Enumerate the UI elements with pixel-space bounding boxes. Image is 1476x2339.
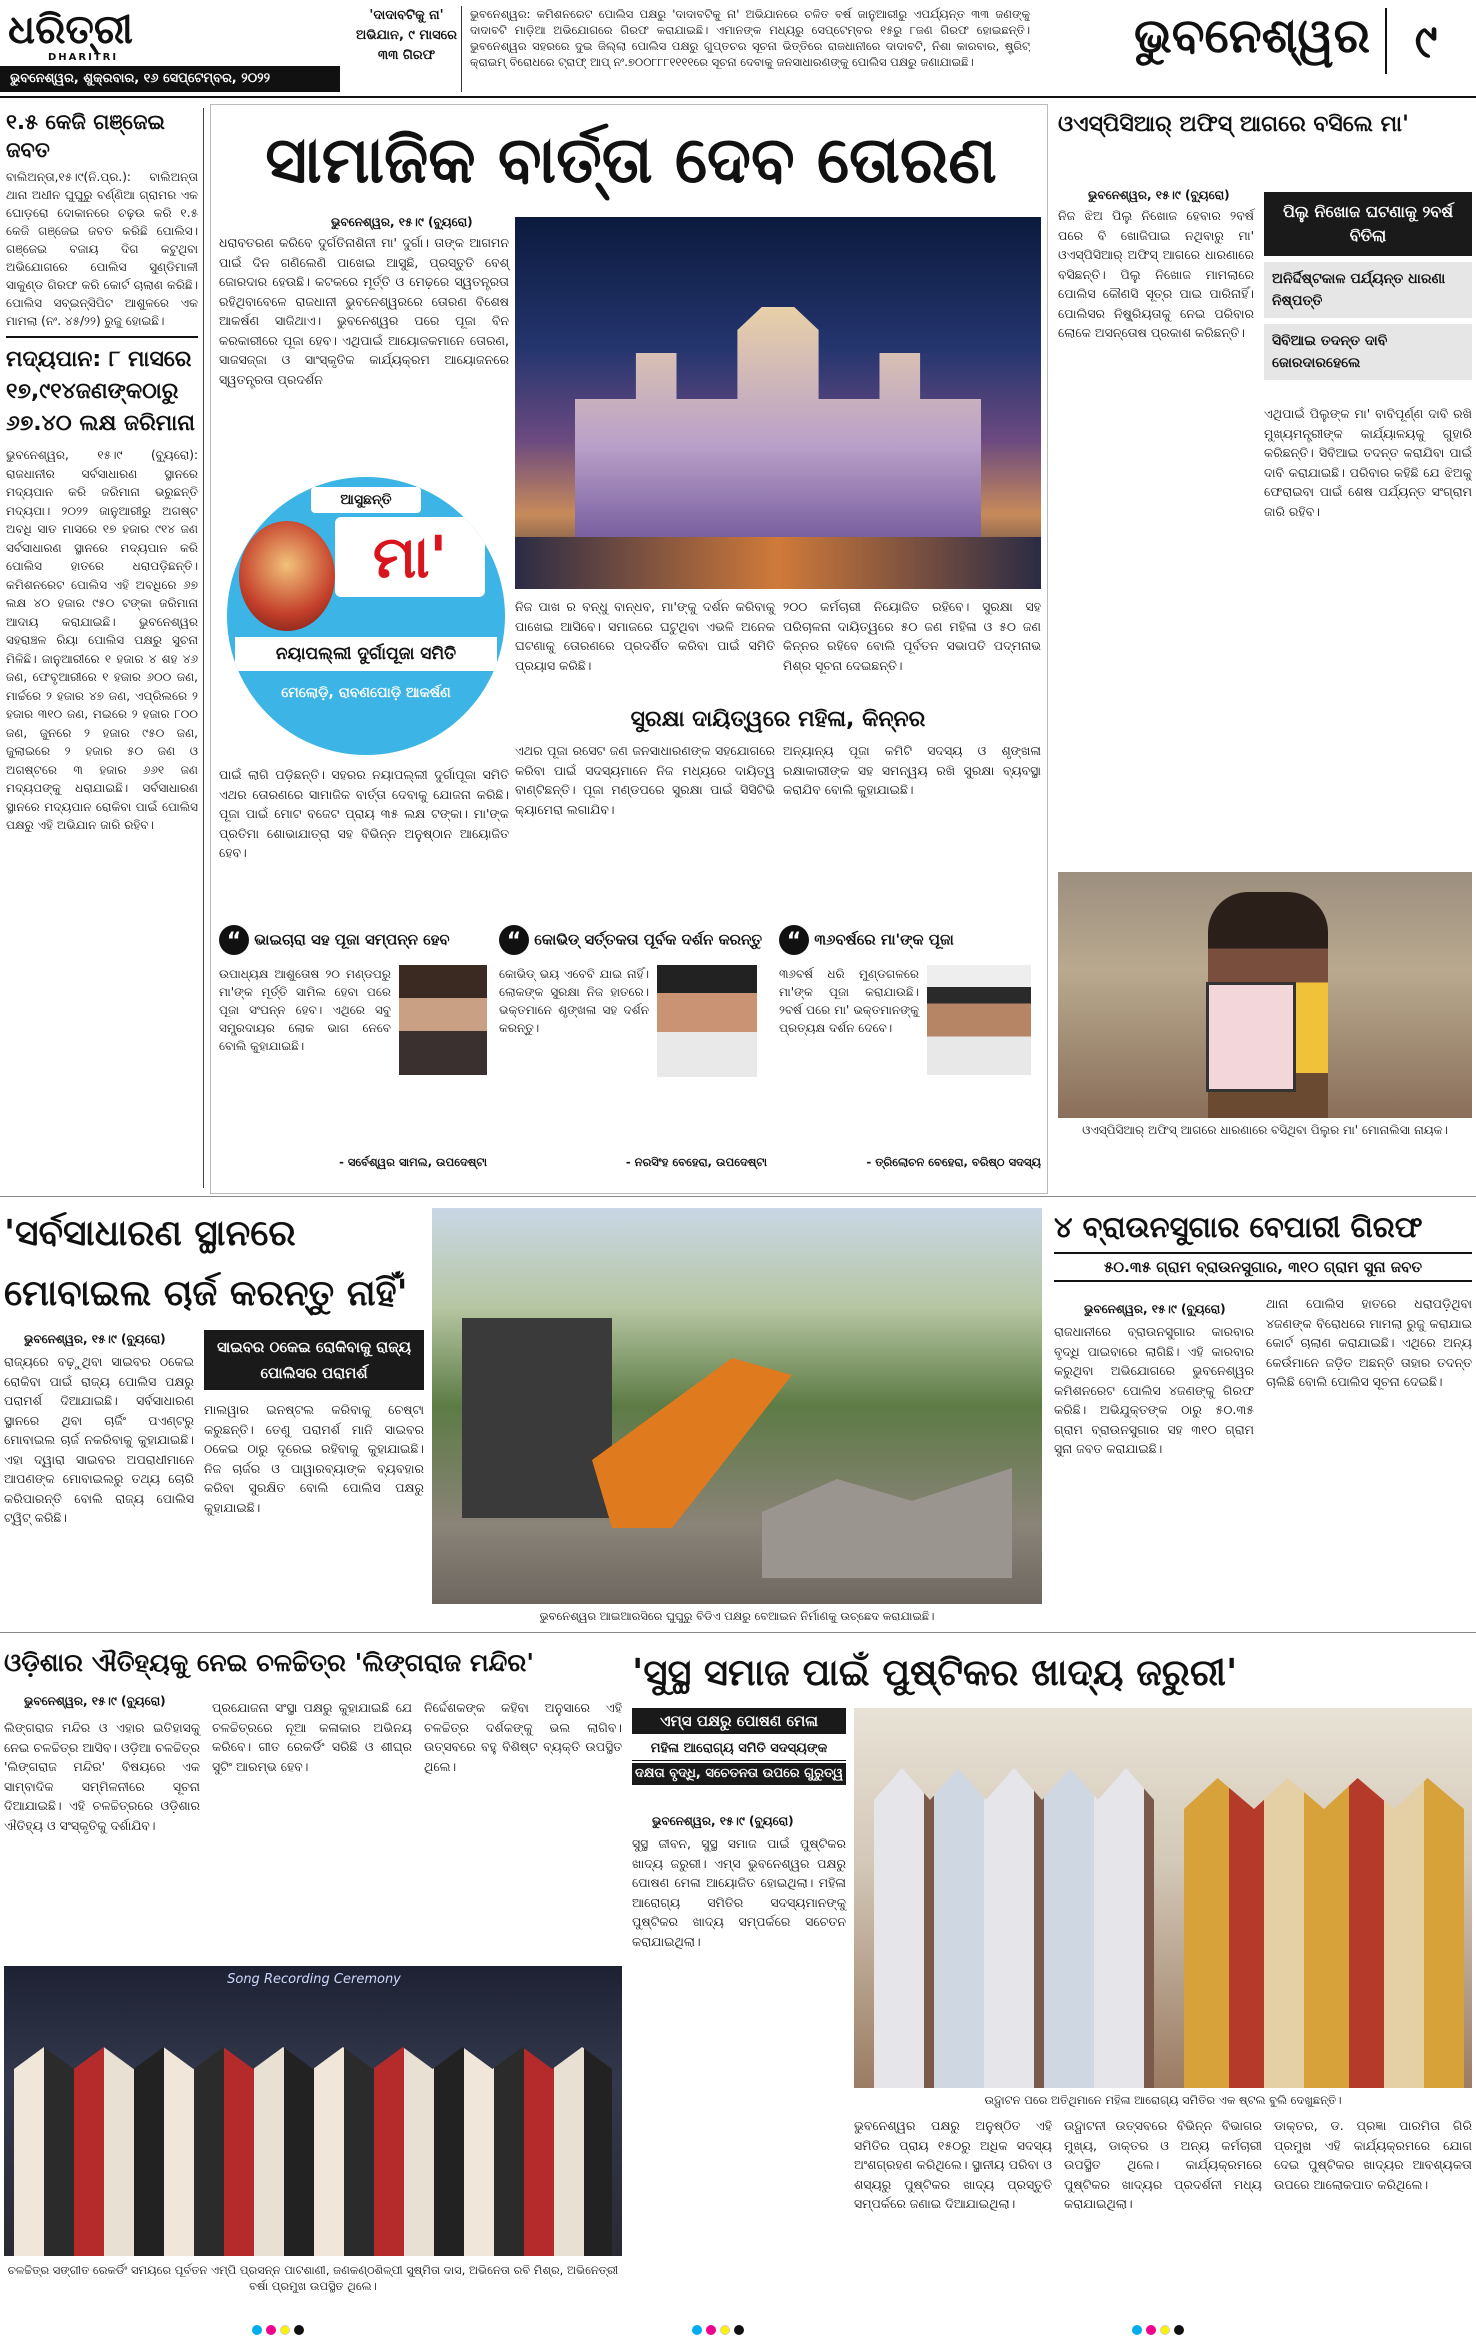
nutrition-box-item-1: ମହିଳା ଆରୋଗ୍ୟ ସମିତି ସଦସ୍ୟଙ୍କ [632, 1738, 846, 1761]
ad-top-label: ଆସୁଛନ୍ତି [311, 487, 421, 513]
left-column [6, 108, 198, 1188]
nutrition-box-headline: ଏମ୍ସ ପକ୍ଷରୁ ପୋଷଣ ମେଳା [632, 1708, 846, 1734]
section-divider [0, 1632, 1476, 1633]
lead-dateline: ଭୁବନେଶ୍ୱର, ୧୫।୯ (ବ୍ୟୁରୋ) [331, 215, 473, 229]
lead-headline: ସାମାଜିକ ବାର୍ତ୍ତା ଦେବ ତୋରଣ [265, 123, 997, 198]
quote-3 [779, 925, 1041, 1185]
film-story [4, 1642, 622, 2302]
brownsugar-dateline: ଭୁବନେଶ୍ୱର, ୧୫।୯ (ବ୍ୟୁରୋ) [1084, 1302, 1226, 1316]
magenta-dot [266, 2325, 276, 2335]
mobile-text-2: ମାଲୱାର ଇନଷ୍ଟଲ କରିବାକୁ ଚେଷ୍ଟା କରୁଛନ୍ତି। ତେଣୁ ପରାମର୍ଶ ମାନି ସାଇବର ଠକେଇ ଠାରୁ ଦୂରେଇ ରହିବାକୁ କୁହାଯାଇଛି। ନିଜ ଚାର୍ଜର ଓ ପାୱାରବ୍ୟାଙ୍କ ବ୍ୟବହାର କରିବା ସୁରକ୍ଷିତ ବୋଲି ପୋଲିସ ପକ୍ଷରୁ କୁହାଯାଇଛି। [204, 1402, 424, 1515]
goddess-image [239, 521, 335, 631]
story-liquor-headline: ମଦ୍ୟପାନ: ୮ ମାସରେ ୧୭,୯୧୪ଜଣଙ୍କଠାରୁ ୬୭.୪୦ ଲକ୍ଷ ଜରିମାନା [6, 347, 195, 436]
quote-1-photo [399, 965, 487, 1075]
mobile-headline-1: 'ସର୍ବସାଧାରଣ ସ୍ଥାନରେ [4, 1213, 296, 1254]
mother-photo-caption: ଓଏସ୍‌ପିସିଆର୍ ଅଫିସ୍ ଆଗରେ ଧାରଣାରେ ବସିଥିବା ପିଲୁର ମା' ମୋନାଲିସା ନାୟକ। [1082, 1123, 1448, 1137]
registration-mark [250, 2320, 306, 2336]
black-dot [734, 2325, 744, 2335]
black-dot [294, 2325, 304, 2335]
masthead [0, 0, 1476, 98]
section-divider [0, 1196, 1476, 1197]
lead-text-4: ୨୦୦ କର୍ମଚାରୀ ନିୟୋଜିତ ରହିବେ। ସୁରକ୍ଷା ସହ ପରିଚାଳନା ଦାୟିତ୍ୱରେ ୫୦ ଜଣ ମହିଳା ଓ ୫୦ ଜଣ କିନ୍ନର ରହିବେ ବୋଲି ପୂର୍ବତନ ସଭାପତି ପଦ୍ମନାଭ ମିଶ୍ର ସୂଚନା ଦେଇଛନ୍ତି। [783, 599, 1041, 673]
mobile-charging-story [4, 1204, 424, 1624]
quote-2-signature: - ନରସିଂହ ବେହେରା, ଉପଦେଷ୍ଟା [625, 1155, 767, 1169]
quote-3-headline: ୩୬ବର୍ଷରେ ମା'ଙ୍କ ପୂଜା [814, 930, 954, 949]
right-top-story [1058, 108, 1472, 1188]
quote-icon: “ [219, 925, 249, 955]
logo-sub: DHARITRI [48, 52, 119, 62]
lead-text-5: ଏଥର ପୂଜା ରସେଟ ଜଣ ଜନସାଧାରଣଙ୍କ ସହଯୋଗରେ କରିବା ପାଇଁ ସଦସ୍ୟମାନେ ନିଜ ମଧ୍ୟରେ ଦାୟିତ୍ୱ ବାଣ୍ଟିଛନ୍ତି। ପୂଜା ମଣ୍ଡପରେ ସୁରକ୍ଷା ପାଇଁ ସିସିଟିଭି କ୍ୟାମେରା ଲଗାଯିବ। [515, 743, 775, 817]
brownsugar-headline: ୪ ବ୍ରାଉନସୁଗାର ବେପାରୀ ଗିରଫ [1054, 1210, 1423, 1244]
brownsugar-text-2: ଥାନା ପୋଲିସ ହାତରେ ଧରାପଡ଼ିଥିବା ୪ଜଣଙ୍କ ବିରୋଧରେ ମାମଲା ରୁଜୁ କରାଯାଇ କୋର୍ଟ ଚାଲାଣ କରାଯାଇଛି। ଏଥିରେ ଅନ୍ୟ କେଉଁମାନେ ଜଡ଼ିତ ଅଛନ୍ତି ତାହାର ତଦନ୍ତ ଚାଲିଛି ବୋଲି ପୋଲିସ ସୂଚନା ଦେଇଛି। [1266, 1296, 1472, 1389]
excavator-body [462, 1318, 612, 1518]
puja-ad [227, 477, 505, 755]
ad-main-title: ମା' [335, 517, 485, 597]
quote-1-text: ଉପାଧ୍ୟକ୍ଷ ଆଶୁତୋଷ ୨୦ ମଣ୍ଡପରୁ ମା'ଙ୍କ ମୂର୍ତ୍ତି ସାମିଲ ହେବା ପରେ ପୂଜା ସଂପନ୍ନ ହେବ। ଏଥିରେ ସବୁ ସମ୍ପ୍ରଦାୟର ଲୋକ ଭାଗ ନେବେ ବୋଲି କୁହାଯାଇଛି। [219, 967, 391, 1053]
highlight-item-1: ଅନିର୍ଦ୍ଦିଷ୍ଟକାଳ ପର୍ଯ୍ୟନ୍ତ ଧାରଣା ନିଷ୍ପତ୍ତି [1264, 262, 1472, 318]
brownsugar-story [1054, 1204, 1472, 1624]
building-shape [575, 307, 981, 537]
black-dot [1174, 2325, 1184, 2335]
logo-text: ଧରିତ୍ରୀ [8, 8, 133, 53]
lead-subhead: ସୁରକ୍ଷା ଦାୟିତ୍ୱରେ ମହିଳା, କିନ୍ନର [630, 707, 926, 732]
film-text-2: ପ୍ରଯୋଜନା ସଂସ୍ଥା ପକ୍ଷରୁ କୁହାଯାଇଛି ଯେ ଚଳଚ୍ଚିତ୍ରରେ ନୂଆ କଳାକାର ଅଭିନୟ କରିବେ। ଗୀତ ରେକର୍ଡିଂ ସରିଛି ଓ ଶୀଘ୍ର ସୁଟିଂ ଆରମ୍ଭ ହେବ। [212, 1700, 412, 1774]
story-ganja-headline: ୧.୫ କେଜି ଗଞ୍ଜେଇ ଜବତ [6, 110, 165, 162]
nutrition-text-1: ସୁସ୍ଥ ଜୀବନ, ସୁସ୍ଥ ସମାଜ ପାଇଁ ପୁଷ୍ଟିକର ଖାଦ୍ୟ ଜରୁରୀ। ଏମ୍ସ ଭୁବନେଶ୍ୱର ପକ୍ଷରୁ ପୋଷଣ ମେଳା ଆୟୋଜିତ ହୋଇଥିଲା। ମହିଳା ଆରୋଗ୍ୟ ସମିତିର ସଦସ୍ୟମାନଙ୍କୁ ପୁଷ୍ଟିକର ଖାଦ୍ୟ ସମ୍ପର୍କରେ ସଚେତନ କରାଯାଇଥିଲା। [632, 1836, 846, 1949]
section-name: ଭୁବନେଶ୍ୱର [1134, 8, 1370, 64]
film-dateline: ଭୁବନେଶ୍ୱର, ୧୫।୯ (ବ୍ୟୁରୋ) [24, 1694, 166, 1708]
lead-text-3: ନିଜ ପାଖ ର ବନ୍ଧୁ ବାନ୍ଧବ, ମା'ଙ୍କୁ ଦର୍ଶନ କରିବାକୁ ପାଖେଇ ଆସିବେ। ସମାଜରେ ଘଟୁଥିବା ଏଭଳି ଅନେକ ଘଟଣାକୁ ତୋରଣରେ ପ୍ରଦର୍ଶିତ କରିବା ପାଇଁ ସମିତି ପ୍ରୟାସ କରିଛି। [515, 599, 775, 673]
highlight-item-2: ସିବିଆଇ ତଦନ୍ତ ଦାବି ଜୋରଦାରହେଲେ [1264, 324, 1472, 380]
ad-sub-title: ନୟାପଲ୍ଲୀ ଦୁର୍ଗାପୂଜା ସମିତି [235, 637, 497, 671]
ground-lights [515, 537, 1041, 589]
film-text-1: ଲିଙ୍ଗରାଜ ମନ୍ଦିର ଓ ଏହାର ଇତିହାସକୁ ନେଇ ଚଳଚ୍ଚିତ୍ର ଆସିବ। ଓଡ଼ିଆ ଚଳଚ୍ଚିତ୍ର 'ଲିଙ୍ଗରାଜ ମନ୍ଦିର' ବିଷୟରେ ଏକ ସାମ୍ବାଦିକ ସମ୍ମିଳନୀରେ ସୂଚନା ଦିଆଯାଇଛି। ଏହି ଚଳଚ୍ଚିତ୍ରରେ ଓଡ଼ିଶାର ଐତିହ୍ୟ ଓ ସଂସ୍କୃତିକୁ ଦର୍ଶାଯିବ। [4, 1720, 200, 1833]
quote-1-signature: - ସର୍ବେଶ୍ୱର ସାମଲ, ଉପଦେଷ୍ଟା [339, 1155, 487, 1169]
quote-icon: “ [779, 925, 809, 955]
women-group [1184, 1778, 1464, 2088]
demolition-caption: ଭୁବନେଶ୍ୱର ଆଇଆରସିରେ ଘୁଘୁରୁ ବିଡିଏ ପକ୍ଷରୁ ବେଆଇନ ନିର୍ମାଣକୁ ଉଚ୍ଛେଦ କରାଯାଇଛି। [539, 1609, 935, 1623]
lead-text-1: ଧରାବତରଣ କରିବେ ଦୁର୍ଗତିନାଶିନୀ ମା' ଦୁର୍ଗା। ତାଙ୍କ ଆଗମନ ପାଇଁ ଦିନ ଗଣିଲେଣି ପାଖେଇ ଆସୁଛି, ପ୍ରସ୍ତୁତି ବେଶ୍ ଜୋରଦାର ହେଉଛି। କଟକରେ ମୂର୍ତ୍ତି ଓ ମେଢ଼ରେ ସ୍ୱତନ୍ତ୍ରତା ରହିଥିବାବେଳେ ରାଜଧାନୀ ଭୁବନେଶ୍ୱରରେ ତୋରଣ ବିଶେଷ ଆକର୍ଷଣ ସାଜିଥାଏ। ଭୁବନେଶ୍ୱର ପରେ ପୂଜା ବିନ କରକାରୀରେ ପୂଜା ହେବ। ଏଥିପାଇଁ ଆୟୋଜକମାନେ ତୋରଣ, ସାଜସଜ୍ଜା ଓ ସାଂସ୍କୃତିକ କାର୍ଯ୍ୟକ୍ରମ ଆୟୋଜନରେ ସ୍ୱତନ୍ତ୍ରତା ପ୍ରଦର୍ଶନ [219, 235, 509, 387]
quote-icon: “ [499, 925, 529, 955]
quote-1-headline: ଭାଇଚାରା ସହ ପୂଜା ସମ୍ପନ୍ନ ହେବ [254, 930, 450, 949]
right-top-headline: ଓଏସ୍‌ପିସିଆର୍ ଅଫିସ୍ ଆଗରେ ବସିଲେ ମା' [1058, 112, 1409, 137]
quote-2 [499, 925, 767, 1185]
story-liquor-text: ଭୁବନେଶ୍ୱର, ୧୫।୯ (ବ୍ୟୁରୋ): ରାଜଧାନୀର ସର୍ବସାଧାରଣ ସ୍ଥାନରେ ମଦ୍ୟପାନ କରି ଜରିମାନା ଭରୁଛନ୍ତି ମଦ୍ୟପା। ୨୦୨୨ ଜାନୁଆରୀରୁ ଅଗଷ୍ଟ ଅବଧି ସାତ ମାସରେ ୧୭ ହଜାର ୯୧୪ ଜଣ ସର୍ବସାଧାରଣ ସ୍ଥାନରେ ମଦ୍ୟପାନ କରି ପୋଲିସ ହାତରେ ଧରାପଡ଼ିଛନ୍ତି। କମିଶନରେଟ ପୋଲିସ ଏହି ଅବଧିରେ ୬୭ ଲକ୍ଷ ୪୦ ହଜାର ୯୫୦ ଟଙ୍କା ଜରିମାନା ଆଦାୟ କରାଯାଇଛି। ଭୁବନେଶ୍ୱର ସହରାଞ୍ଚଳ ରିୟା ପୋଲିସ ପକ୍ଷରୁ ସୁଚନା ମିଳିଛି। ଜାନୁଆରୀରେ ୧ ହଜାର ୪ ଶହ ୪୬ ଜଣ, ଫେବୃଆରୀରେ ୧ ହଜାର ୬୦୦ ଜଣ, ମାର୍ଚ୍ଚରେ ୨ ହଜାର ୪୭ ଜଣ, ଏପ୍ରିଲରେ ୨ ହଜାର ୩୧୦ ଜଣ, ମଇରେ ୨ ହଜାର ୮୦୦ ଜଣ, ଜୁନରେ ୨ ହଜାର ୯୫୦ ଜଣ, ଜୁଲାଇରେ ୨ ହଜାର ୫୦ ଜଣ ଓ ଅଗଷ୍ଟରେ ୩ ହଜାର ୬୬୧ ଜଣ ମଦ୍ୟପଙ୍କୁ ଧରାଯାଇଛି। ସର୍ବସାଧାରଣ ସ୍ଥାନରେ ମଦ୍ୟପାନ ରୋକିବା ପାଇଁ ପୋଲିସ ପକ୍ଷରୁ ଏହି ଅଭିଯାନ ଜାରି ରହିବ। [6, 448, 198, 832]
cyan-dot [252, 2325, 262, 2335]
teaser-text: ଭୁବନେଶ୍ୱର: କମିଶନରେଟ ପୋଲିସ ପକ୍ଷରୁ 'ଦାଦାବଟିକୁ ନା' ଅଭିଯାନରେ ଚଳିତ ବର୍ଷ ଜାନୁଆରୀରୁ ଏପର୍ଯ୍ୟନ୍ତ ୩୩ ଜଣଙ୍କୁ ଦାଦାବଟି ମାଡ଼ିଆ ଅଭିଯୋଗରେ ଗିରଫ କରାଯାଇଛି। ଏମାନଙ୍କ ମଧ୍ୟରୁ ସେପ୍ଟେମ୍ବର ୧୫ରୁ ୮ଜଣ ଗିରଫ ହୋଇଛନ୍ତି। ଭୁବନେଶ୍ୱର ସହରରେ ଦୁଇ ଜିଲ୍ଲା ପୋଲିସ ପକ୍ଷରୁ ଗୁପ୍ତଚର ସୂଚନା ଭିତ୍ତିରେ ରାଜଧାନୀରେ ଦାଦାବଟି, ନିଶା କାରବାର, ଷ୍ଟ୍ରିଟ୍ କ୍ରାଇମ୍ ବିରୋଧରେ ଟ୍ରାଫ୍ ଆପ୍ ନଂ.୭୦୦୮୮୮୧୧୧୧ରେ ସୂଚନା ଦେବାକୁ ଜନସାଧାରଣଙ୍କୁ ପୋଲିସ ପକ୍ଷରୁ ଜଣାଯାଇଛି। [470, 7, 1030, 69]
nutrition-box-item-2: ଦକ୍ଷତା ବୃଦ୍ଧି, ସଚେତନତା ଉପରେ ଗୁରୁତ୍ୱ [632, 1763, 846, 1785]
excavator-arm [592, 1358, 792, 1528]
nutrition-caption: ଉଦ୍ଘାଟନ ପରେ ଅତିଥିମାନେ ମହିଳା ଆରୋଗ୍ୟ ସମିତିର ଏକ ଷ୍ଟଲ ବୁଲି ଦେଖୁଛନ୍ତି। [984, 2093, 1342, 2107]
quote-2-photo [657, 965, 757, 1077]
nutrition-box [632, 1708, 846, 1808]
mobile-text-1: ରାଜ୍ୟରେ ବଢ଼ୁଥିବା ସାଇବର ଠକେଇ ରୋକିବା ପାଇଁ ରାଜ୍ୟ ପୋଲିସ ପକ୍ଷରୁ ପରାମର୍ଶ ଦିଆଯାଇଛି। ସର୍ବସାଧାରଣ ସ୍ଥାନରେ ଥିବା ଚାର୍ଜିଂ ପଏଣ୍ଟରୁ ମୋବାଇଲ ଚାର୍ଜ ନକରିବାକୁ କୁହାଯାଇଛି। ଏହା ଦ୍ୱାରା ସାଇବର ଅପରାଧୀମାନେ ଆପଣଙ୍କ ମୋବାଇଲରୁ ତଥ୍ୟ ଚୋରି କରିପାରନ୍ତି ବୋଲି ରାଜ୍ୟ ପୋଲିସ ଟ୍ୱିଟ୍ କରିଛି। [4, 1354, 194, 1525]
officials-group [874, 1768, 1154, 2088]
divider [6, 336, 198, 338]
film-headline: ଓଡ଼ିଶାର ଐତିହ୍ୟକୁ ନେଇ ଚଳଚ୍ଚିତ୍ର 'ଲିଙ୍ଗରାଜ ମନ୍ଦିର' [4, 1648, 534, 1677]
story-ganja-text: ବାଲିଅନ୍ତା,୧୫।୯(ନି.ପ୍ର.): ବାଲିଅନ୍ତା ଥାନା ଅଧୀନ ଘୁଘୁରୁ ବର୍ଣ୍ଣିଆ ଗ୍ରାମର ଏକ ଘୋଡ଼ରୋ ଦୋକାନରେ ଚଢ଼ଉ କରି ୧.୫ କେଜି ଗଞ୍ଜେଇ ଜବତ କରିଛି ପୋଲିସ। ଗଞ୍ଜେଇ ବଜାୟ ଦିଗ କଟୁଥିବା ଅଭିଯୋଗରେ ପୋଲିସ ସୁଣ୍ଡିମାଳୀ ସାକୁଣ୍ଡ ଗିରଫ କରି କୋର୍ଟ ଚାଲାଣ କରିଛି। ପୋଲିସ ସବ୍ଇନ୍ସିପିଟ ଆଶୁଳରେ ଏକ ମାମଲା (ନଂ. ୪୫/୨୨) ରୁଜୁ ହୋଇଛି। [6, 170, 198, 328]
nutrition-headline: 'ସୁସ୍ଥ ସମାଜ ପାଇଁ ପୁଷ୍ଟିକର ଖାଦ୍ୟ ଜରୁରୀ' [632, 1650, 1238, 1694]
col-divider [203, 108, 204, 1188]
quote-2-text: କୋଭିଡ୍ ଭୟ ଏବେବି ଯାଇ ନାହିଁ। ଲୋକଙ୍କ ସୁରକ୍ଷା ନିଜ ହାତରେ। ଭକ୍ତମାନେ ଶୃଙ୍ଖଳା ସହ ଦର୍ଶନ କରନ୍ତୁ। [499, 967, 649, 1035]
highlight-box-headline: ପିଲୁ ନିଖୋଜ ଘଟଣାକୁ ୨ବର୍ଷ ବିତିଲା [1264, 192, 1472, 256]
logo [8, 8, 148, 62]
demolition-photo [432, 1208, 1042, 1604]
registration-marks [0, 2316, 1476, 2336]
film-caption: ଚଳଚ୍ଚିତ୍ର ସଙ୍ଗୀତ ରେକର୍ଡିଂ ସମୟରେ ପୂର୍ବତନ ଏମ୍ପି ପ୍ରସନ୍ନ ପାଟଶାଣୀ, ଜଣକଣ୍ଠଶିଳ୍ପୀ ସୁଷ୍ମିତା ଦାସ, ଅଭିନେତା ରବି ମିଶ୍ର, ଅଭିନେତ୍ରୀ ବର୍ଷା ପ୍ରମୁଖ ଉପସ୍ଥିତ ଥିଲେ। [7, 2263, 619, 2293]
magenta-dot [706, 2325, 716, 2335]
brownsugar-subhead: ୫୦.୩୫ ଗ୍ରାମ ବ୍ରାଉନସୁଗାର, ୩୧୦ ଗ୍ରାମ ସୁନା ଜବତ [1054, 1252, 1472, 1282]
nutrition-story [632, 1642, 1472, 2302]
quote-3-photo [927, 965, 1031, 1075]
lead-text-2: ପାଇଁ ଲାଗି ପଡ଼ିଛନ୍ତି। ସହରର ନୟାପଲ୍ଲୀ ଦୁର୍ଗାପୂଜା ସମିତି ଏଥର ତୋରଣରେ ସାମାଜିକ ବାର୍ତ୍ତା ଦେବାକୁ ଯୋଜନା କରିଛି। ପୂଜା ପାଇଁ ମୋଟ ବଜେଟ ପ୍ରାୟ ୩୫ ଲକ୍ଷ ଟଙ୍କା। ମା'ଙ୍କ ପ୍ରତିମା ଶୋଭାଯାତ୍ରା ସହ ବିଭିନ୍ନ ଅନୁଷ୍ଠାନ ଆୟୋଜିତ ହେବ। [219, 767, 509, 860]
yellow-dot [1160, 2325, 1170, 2335]
mobile-dateline: ଭୁବନେଶ୍ୱର, ୧୫।୯ (ବ୍ୟୁରୋ) [24, 1332, 166, 1346]
lead-text-6: ଅନ୍ୟାନ୍ୟ ପୂଜା କମିଟି ସଦସ୍ୟ ଓ ଶୃଙ୍ଖଳା ରକ୍ଷାକାରୀଙ୍କ ସହ ସମନ୍ୱୟ ରଖି ସୁରକ୍ଷା ବ୍ୟବସ୍ଥା କରାଯିବ ବୋଲି କୁହାଯାଇଛି। [783, 743, 1041, 797]
mobile-headline-2: ମୋବାଇଲ ଚାର୍ଜ କରନ୍ତୁ ନାହିଁ' [4, 1273, 408, 1314]
quote-1 [219, 925, 487, 1185]
nutrition-photo [854, 1708, 1472, 2088]
cyan-dot [692, 2325, 702, 2335]
yellow-dot [280, 2325, 290, 2335]
registration-mark [1130, 2320, 1186, 2336]
date-line: ଭୁବନେଶ୍ୱର, ଶୁକ୍ରବାର, ୧୬ ସେପ୍ଟେମ୍ବର, ୨୦୨୨ [0, 66, 340, 92]
lead-story [210, 104, 1048, 1194]
mobile-box: ସାଇବର ଠକେଇ ରୋକିବାକୁ ରାଜ୍ୟ ପୋଲିସର ପରାମର୍ଶ [204, 1330, 424, 1390]
demolition-story [432, 1208, 1042, 1628]
right-top-text-2: ଏଥିପାଇଁ ପିଲୁଙ୍କ ମା' ବାବିପୂର୍ଣ୍ଣ ଦାବି ରଖି ମୁଖ୍ୟମନ୍ତ୍ରୀଙ୍କ କାର୍ଯ୍ୟାଳୟକୁ ଗୁହାରି କରିଛନ୍ତି। ସିବିଆଇ ତଦନ୍ତ କରାଯିବା ପାଇଁ ଦାବି କରାଯାଇଛି। ପରିବାର କହିଛି ଯେ ଝିଅକୁ ଫେରାଇବା ପାଇଁ ଶେଷ ପର୍ଯ୍ୟନ୍ତ ସଂଗ୍ରାମ ଜାରି ରହିବ। [1264, 406, 1472, 519]
registration-mark [690, 2320, 746, 2336]
nutrition-text-4: ଡାକ୍ତର, ଡ. ପ୍ରଜ୍ଞା ପାରମିତା ଗିରି ପ୍ରମୁଖ ଏହି କାର୍ଯ୍ୟକ୍ରମରେ ଯୋଗ ଦେଇ ପୁଷ୍ଟିକର ଖାଦ୍ୟର ଆବଶ୍ୟକତା ଉପରେ ଆଲୋକପାତ କରିଥିଲେ। [1274, 2118, 1472, 2192]
quote-2-headline: କୋଭିଡ୍ ସର୍ତ୍ତକତା ପୂର୍ବକ ଦର୍ଶନ କରନ୍ତୁ [534, 930, 763, 949]
quote-3-signature: - ତ୍ରିଲୋଚନ ବେହେରା, ବରିଷ୍ଠ ସଦସ୍ୟ [866, 1155, 1041, 1169]
mother-photo [1058, 872, 1472, 1118]
highlight-box [1264, 192, 1472, 392]
cyan-dot [1132, 2325, 1142, 2335]
film-banner: Song Recording Ceremony [227, 1972, 401, 1987]
debris [762, 1468, 1012, 1578]
right-top-dateline: ଭୁବନେଶ୍ୱର, ୧୫।୯ (ବ୍ୟୁରୋ) [1088, 188, 1230, 202]
film-photo [4, 1966, 622, 2256]
quote-3-text: ୩୬ବର୍ଷ ଧରି ମୁଣ୍ଡଗଳରେ ମା'ଙ୍କ ପୂଜା କରାଯାଉଛି। ୨ବର୍ଷ ପରେ ମା' ଭକ୍ତମାନଙ୍କୁ ପ୍ରତ୍ୟକ୍ଷ ଦର୍ଶନ ଦେବେ। [779, 967, 919, 1035]
page-number: ୯ [1385, 8, 1465, 74]
ad-footer: ମେଲୋଡ଼ି, ରାବଣପୋଡ଼ି ଆକର୍ଷଣ [281, 685, 451, 701]
teaser-head: 'ଦାଦାବଟିକୁ ନା' ଅଭିଯାନ, ୯ ମାସରେ ୩୩ ଗିରଫ [352, 6, 462, 92]
film-text-3: ନିର୍ଦ୍ଦେଶକଙ୍କ କହିବା ଅନୁସାରେ ଏହି ଚଳଚ୍ଚିତ୍ର ଦର୍ଶକଙ୍କୁ ଭଲ ଲାଗିବ। ଉତ୍ସବରେ ବହୁ ବିଶିଷ୍ଟ ବ୍ୟକ୍ତି ଉପସ୍ଥିତ ଥିଲେ। [424, 1700, 622, 1774]
right-top-text-1: ନିଜ ଝିଅ ପିଲୁ ନିଖୋଜ ହେବାର ୨ବର୍ଷ ପରେ ବି ଖୋଜିପାଇ ନଥିବାରୁ ମା' ଓଏସ୍‌ପିସିଆର୍ ଅଫିସ୍ ଆଗରେ ଧାରଣାରେ ବସିଛନ୍ତି। ପିଲୁ ନିଖୋଜ ମାମଲାରେ ପୋଲିସ କୌଣସି ସୂତ୍ର ପାଇ ପାରିନାହିଁ। ପୋଲିସର ନିଷ୍କ୍ରିୟତାକୁ ନେଇ ପରିବାର ଲୋକେ ଅସନ୍ତୋଷ ପ୍ରକାଶ କରିଛନ୍ତି। [1058, 208, 1254, 340]
brownsugar-text-1: ରାଜଧାନୀରେ ବ୍ରାଉନସୁଗାର କାରବାର ବୃଦ୍ଧି ପାଇବାରେ ଲାଗିଛି। ଏହି କାରବାର କରୁଥିବା ଅଭିଯୋଗରେ ଭୁବନେଶ୍ୱର କମିଶନରେଟ ପୋଲିସ ୪ଜଣଙ୍କୁ ଗିରଫ କରିଛି। ଅଭିଯୁକ୍ତଙ୍କ ଠାରୁ ୫୦.୩୫ ଗ୍ରାମ ବ୍ରାଉନସୁଗାର ସହ ୩୧୦ ଗ୍ରାମ ସୁନା ଜବତ କରାଯାଇଛି। [1054, 1324, 1254, 1456]
nutrition-text-2: ଭୁବନେଶ୍ୱର ପକ୍ଷରୁ ଅନୁଷ୍ଠିତ ଏହି ସମିତିର ପ୍ରାୟ ୧୫୦ରୁ ଅଧିକ ସଦସ୍ୟ ଅଂଶଗ୍ରହଣ କରିଥିଲେ। ସ୍ଥାନୀୟ ପରିବା ଓ ଶସ୍ୟରୁ ପୁଷ୍ଟିକର ଖାଦ୍ୟ ପ୍ରସ୍ତୁତି ସମ୍ପର୍କରେ ଜଣାଇ ଦିଆଯାଇଥିଲା। [854, 2118, 1052, 2211]
child-photo-frame [1206, 982, 1296, 1092]
masthead-rule [0, 96, 1476, 98]
magenta-dot [1146, 2325, 1156, 2335]
lead-photo [515, 217, 1041, 589]
yellow-dot [720, 2325, 730, 2335]
people-row [14, 2036, 612, 2256]
nutrition-dateline: ଭୁବନେଶ୍ୱର, ୧୫।୯ (ବ୍ୟୁରୋ) [652, 1814, 794, 1828]
nutrition-text-3: ଉଦ୍ଘାଟନୀ ଉତ୍ସବରେ ବିଭିନ୍ନ ବିଭାଗର ମୁଖ୍ୟ, ଡାକ୍ତର ଓ ଅନ୍ୟ କର୍ମଚାରୀ ଉପସ୍ଥିତ ଥିଲେ। କାର୍ଯ୍ୟକ୍ରମରେ ପୁଷ୍ଟିକର ଖାଦ୍ୟର ପ୍ରଦର୍ଶନୀ ମଧ୍ୟ କରାଯାଇଥିଲା। [1064, 2118, 1262, 2211]
